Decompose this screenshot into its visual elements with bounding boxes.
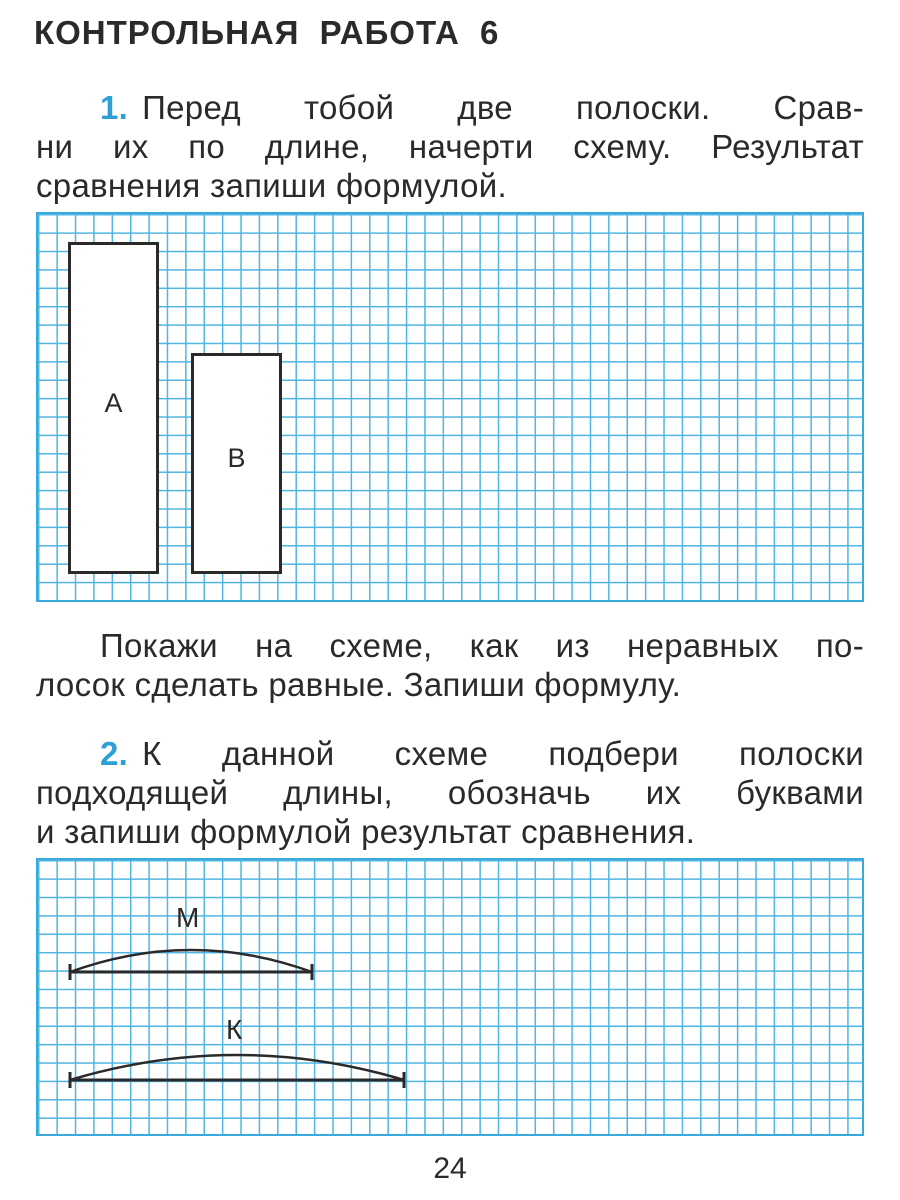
strip-b-label: В: [227, 443, 246, 473]
task2-line-3: и запиши формулой результат сравнения.: [36, 813, 696, 850]
task1-line-1: 1. Перед тобой две полоски. Срав-: [100, 89, 864, 126]
task1-followup-line-1: Покажи на схеме, как из неравных по-: [100, 627, 864, 664]
task1-grid: [36, 212, 864, 602]
strip-b: [191, 353, 282, 574]
task1-text: [36, 88, 864, 205]
task2-line-2: подходящей длины, обозначь их буквами: [36, 774, 864, 811]
segment-k-label: К: [226, 1014, 243, 1045]
segment-m-label: М: [176, 902, 200, 933]
segment-k: [70, 1055, 404, 1088]
task2-number: 2.: [100, 735, 129, 772]
task1-line-2: ни их по длине, начерти схему. Результат: [36, 128, 864, 165]
task1-number: 1.: [100, 89, 129, 126]
page-title: КОНТРОЛЬНАЯ РАБОТА 6: [34, 14, 500, 51]
task1-followup-line-2: лосок сделать равные. Запиши формулу.: [36, 666, 682, 703]
task2-line-1: 2. К данной схеме подбери полоски: [100, 735, 864, 772]
task2-grid: [36, 858, 864, 1136]
page-number: 24: [433, 1152, 467, 1185]
task1-line-3: сравнения запиши формулой.: [36, 167, 507, 204]
strip-a-label: А: [104, 387, 123, 418]
task2-text: [36, 734, 864, 851]
task1-followup-text: [36, 626, 864, 704]
segments-diagram: [38, 860, 866, 1138]
segment-m: [70, 950, 312, 980]
strip-a: [68, 242, 159, 574]
